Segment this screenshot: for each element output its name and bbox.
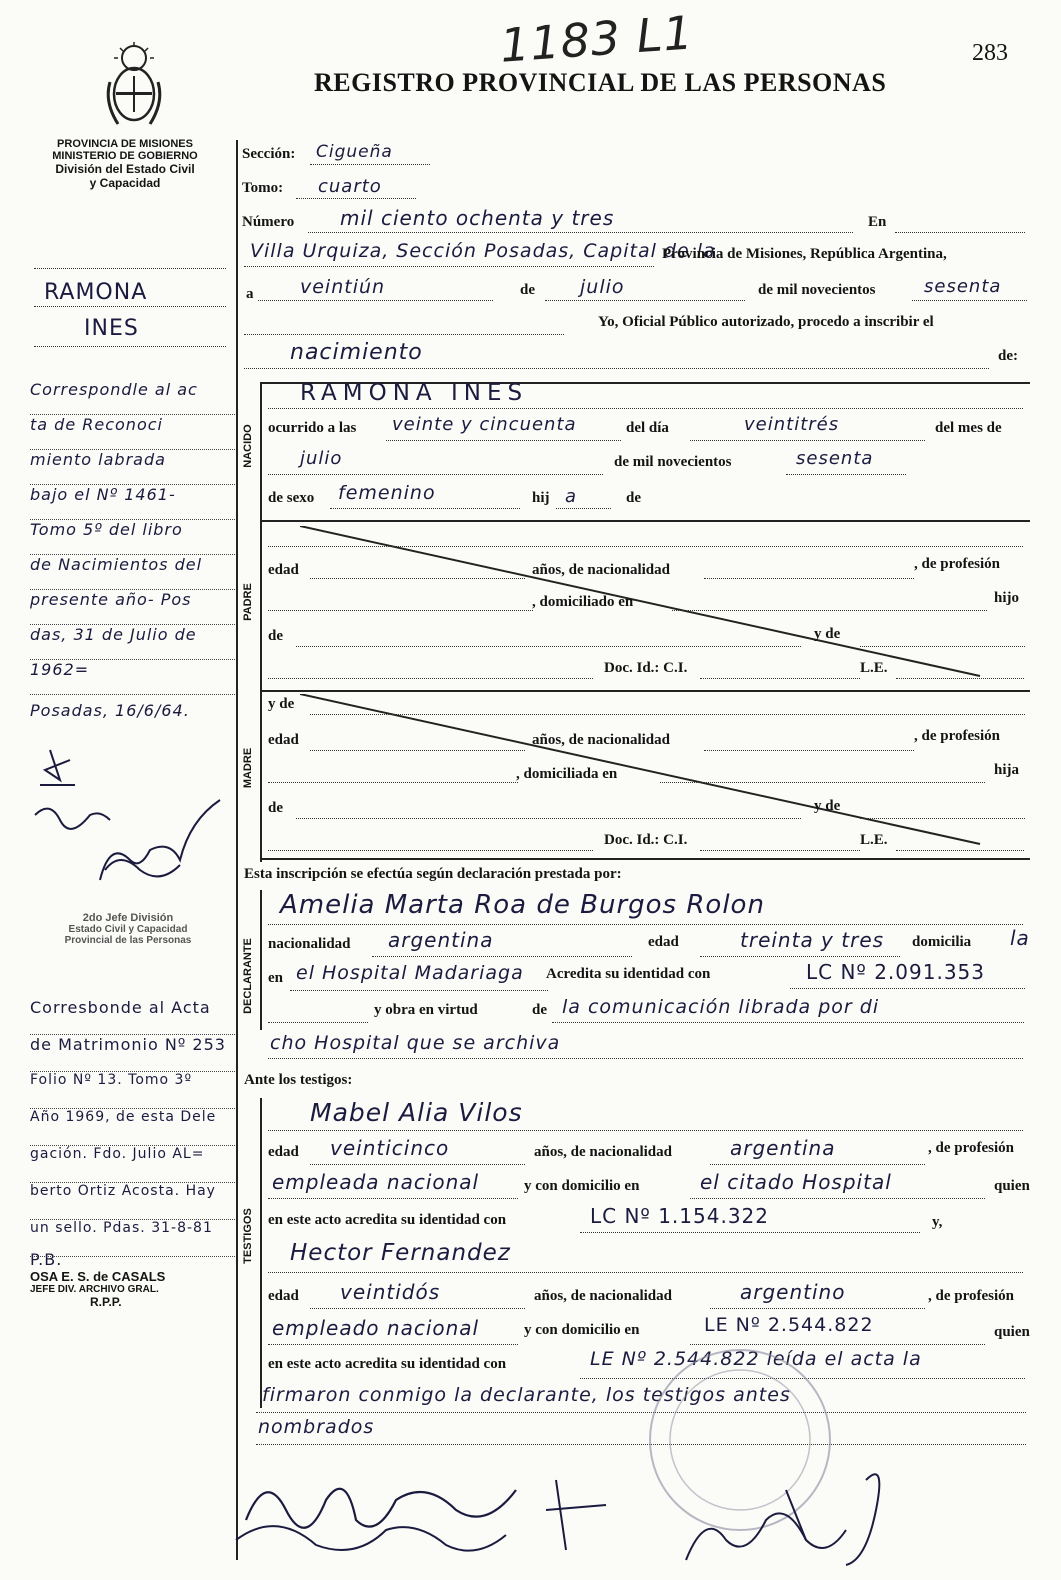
testigo1-quien-label: quien [994, 1178, 1030, 1194]
signature-margin [30, 740, 230, 900]
section-left-border [260, 382, 262, 862]
margin-note-line: 1962= [30, 660, 235, 695]
madre-yde-top-label: y de [268, 696, 295, 712]
padre-hijo-label: hijo [994, 590, 1020, 606]
mes-value: julio [580, 276, 625, 298]
document-title: REGISTRO PROVINCIAL DE LAS PERSONAS [314, 68, 887, 97]
testigo1-prof-value: empleada nacional [272, 1170, 480, 1194]
issuer-line: MINISTERIO DE GOBIERNO [52, 150, 198, 162]
testigo2-dom-value: LE Nº 2.544.822 [704, 1314, 874, 1336]
issuer-line: PROVINCIA DE MISIONES [57, 138, 193, 150]
oficial-text: Yo, Oficial Público autorizado, procedo a inscribir el [598, 314, 934, 330]
padre-edad-label: edad [268, 562, 299, 578]
testigo1-nac-label: años, de nacionalidad [534, 1144, 672, 1160]
declarante-obra-value: la comunicación librada por di [562, 996, 880, 1018]
margin-note-line: Tomo 5º del libro [30, 520, 235, 555]
mes-nacido-value: julio [300, 448, 343, 469]
seccion-value: Cigueña [316, 142, 393, 162]
seccion-label: Sección: [242, 146, 296, 162]
margin-name-first: RAMONA [44, 280, 148, 305]
testigo1-nac-value: argentina [730, 1136, 836, 1160]
margin-stamp-archive [30, 1250, 235, 1309]
padre-yde-label: y de [814, 626, 841, 642]
margin-note-line: miento labrada [30, 450, 235, 485]
anio-nacido-value: sesenta [796, 448, 874, 469]
numero-value: mil ciento ochenta y tres [340, 206, 615, 230]
declarante-nac-label: nacionalidad [268, 936, 351, 952]
page-number: 283 [972, 40, 1008, 66]
testigo2-nac-label: años, de nacionalidad [534, 1288, 672, 1304]
section-left-border [260, 890, 262, 1030]
declarante-en-value: el Hospital Madariaga [296, 962, 524, 984]
stamp-line: JEFE DIV. ARCHIVO GRAL. [30, 1284, 159, 1295]
divider [260, 690, 1030, 692]
de-label: de [520, 282, 535, 298]
madre-edad-label: edad [268, 732, 299, 748]
hij-de-label: de [626, 490, 641, 506]
cierre-line-1: firmaron conmigo la declarante, los testigos antes [262, 1384, 791, 1406]
stamp-line: Estado Civil y Capacidad [68, 924, 188, 935]
hij-value: a [565, 486, 578, 507]
dia-value: veintitrés [744, 414, 840, 435]
declarante-intro: Esta inscripción se efectúa según declaración prestada por: [244, 866, 622, 882]
testigo2-prof-value: empleado nacional [272, 1316, 480, 1340]
margin-note-recognition [30, 380, 235, 741]
file-number: 1183 L1 [498, 5, 696, 73]
margin-note-line: ta de Reconoci [30, 415, 235, 450]
margin-note-line: Año 1969, de esta Dele [30, 1109, 235, 1146]
declarante-dom-value: la [1010, 926, 1030, 950]
testigo2-quien-label: quien [994, 1324, 1030, 1340]
padre-dom-label: , domiciliado en [532, 594, 634, 610]
nacido-name: RAMONA INES [300, 380, 529, 406]
cierre-line-2: nombrados [258, 1416, 375, 1438]
testigo1-dom-label: y con domicilio en [524, 1178, 640, 1194]
margin-note-line: das, 31 de Julio de [30, 625, 235, 660]
ocurrido-label: ocurrido a las [268, 420, 357, 436]
provincia-text: Provincia de Misiones, República Argentina, [662, 246, 947, 262]
stamp-line: R.P.P. [90, 1295, 122, 1309]
section-tab-padre: PADRE [242, 583, 254, 621]
testigo1-y-label: y, [932, 1214, 943, 1230]
declarante-obra-value-cont: cho Hospital que se archiva [270, 1032, 561, 1054]
section-left-border [260, 1098, 262, 1408]
testigo2-edad-label: edad [268, 1288, 299, 1304]
section-tab-madre: MADRE [242, 747, 254, 789]
testigo1-edad-value: veinticinco [330, 1136, 450, 1160]
madre-void-strike [300, 694, 1000, 854]
testigo1-edad-label: edad [268, 1144, 299, 1160]
margin-note-line: un sello. Pdas. 31-8-81 [30, 1220, 235, 1257]
divider [260, 520, 1030, 522]
novecientos-nacido-label: de mil novecientos [614, 454, 732, 470]
madre-hija-label: hija [994, 762, 1020, 778]
signature-bottom [226, 1450, 1046, 1575]
hora-value: veinte y cincuenta [392, 414, 577, 435]
madre-nac-label: años, de nacionalidad [532, 732, 670, 748]
testigo1-name: Mabel Alia Vilos [310, 1098, 523, 1127]
stamp-line: OSA E. S. de CASALS [30, 1269, 166, 1284]
divider [260, 858, 1030, 860]
margin-note-line: berto Ortiz Acosta. Hay [30, 1183, 235, 1220]
madre-de-label: de [268, 800, 283, 816]
declarante-name: Amelia Marta Roa de Burgos Rolon [280, 890, 765, 920]
numero-label: Número [242, 214, 295, 230]
anio-value: sesenta [924, 276, 1002, 297]
issuer-line: y Capacidad [89, 176, 161, 190]
margin-note-line: Folio Nº 13. Tomo 3º [30, 1072, 235, 1109]
sexo-value: femenino [338, 482, 436, 504]
testigo2-acredita-label: en este acto acredita su identidad con [268, 1356, 507, 1372]
testigos-intro: Ante los testigos: [244, 1072, 353, 1088]
stamp-line: P.B. [30, 1250, 63, 1269]
margin-note-line: bajo el Nº 1461- [30, 485, 235, 520]
declarante-nac-value: argentina [388, 928, 494, 952]
margin-name-second: INES [84, 316, 139, 341]
en-value: Villa Urquiza, Sección Posadas, Capital de la [250, 240, 716, 262]
del-mes-label: del mes de [935, 420, 1002, 436]
a-label: a [246, 286, 254, 302]
declarante-obra-de: de [532, 1002, 547, 1018]
issuer-block [20, 138, 230, 190]
en-label: En [868, 214, 887, 230]
declarante-obra-label: y obra en virtud [374, 1002, 478, 1018]
margin-note-line: de Nacimientos del [30, 555, 235, 590]
stamp-line: 2do Jefe División [82, 912, 174, 924]
margin-note-marriage [30, 998, 235, 1257]
testigo1-dom-value: el citado Hospital [700, 1170, 892, 1194]
margin-note-line: de Matrimonio Nº 253 [30, 1035, 235, 1072]
madre-dom-label: , domiciliada en [516, 766, 618, 782]
madre-prof-label: , de profesión [914, 728, 1000, 744]
margin-note-line: Correspondle al ac [30, 380, 235, 415]
testigo1-prof-label: , de profesión [928, 1140, 1014, 1156]
section-tab-nacido: NACIDO [242, 424, 254, 468]
margin-stamp-division [24, 912, 232, 946]
testigo2-id-value: LE Nº 2.544.822 leída el acta la [590, 1348, 922, 1370]
padre-le-label: L.E. [860, 660, 888, 676]
testigo2-dom-label: y con domicilio en [524, 1322, 640, 1338]
section-tab-declarante: DECLARANTE [242, 938, 254, 1014]
testigo2-prof-label: , de profesión [928, 1288, 1014, 1304]
sexo-label: de sexo [268, 490, 315, 506]
a-value: veintiún [300, 276, 386, 298]
padre-doc-label: Doc. Id.: C.I. [604, 660, 688, 676]
testigo1-acredita-label: en este acto acredita su identidad con [268, 1212, 507, 1228]
margin-note-line: Corresbonde al Acta [30, 998, 235, 1035]
acto-value: nacimiento [290, 340, 423, 365]
testigo2-edad-value: veintidós [340, 1280, 441, 1304]
declarante-en-label: en [268, 970, 283, 986]
margin-note-date: Posadas, 16/6/64. [30, 701, 190, 720]
stamp-line: Provincial de las Personas [64, 935, 192, 946]
coat-of-arms-icon [104, 42, 164, 132]
declarante-edad-value: treinta y tres [740, 928, 885, 952]
de-colon-label: de: [998, 348, 1018, 364]
testigo1-id-value: LC Nº 1.154.322 [590, 1204, 769, 1228]
declarante-edad-label: edad [648, 934, 679, 950]
padre-de-label: de [268, 628, 283, 644]
section-tab-testigos: TESTIGOS [242, 1208, 254, 1264]
novecientos-label: de mil novecientos [758, 282, 876, 298]
padre-nac-label: años, de nacionalidad [532, 562, 670, 578]
tomo-value: cuarto [318, 176, 382, 197]
margin-note-line: presente año- Pos [30, 590, 235, 625]
del-dia-label: del día [626, 420, 669, 436]
tomo-label: Tomo: [242, 180, 284, 196]
main-left-border [236, 140, 238, 1560]
testigo2-name: Hector Fernandez [290, 1240, 511, 1266]
hij-label: hij [532, 490, 550, 506]
margin-note-line: gación. Fdo. Julio AL= [30, 1146, 235, 1183]
madre-le-label: L.E. [860, 832, 888, 848]
issuer-line: División del Estado Civil [55, 162, 195, 176]
testigo2-nac-value: argentino [740, 1280, 846, 1304]
declarante-acredita-value: LC Nº 2.091.353 [806, 960, 985, 984]
padre-prof-label: , de profesión [914, 556, 1000, 572]
declarante-dom-label: domicilia [912, 934, 972, 950]
declarante-acredita-label: Acredita su identidad con [546, 966, 711, 982]
madre-doc-label: Doc. Id.: C.I. [604, 832, 688, 848]
madre-yde-label: y de [814, 798, 841, 814]
